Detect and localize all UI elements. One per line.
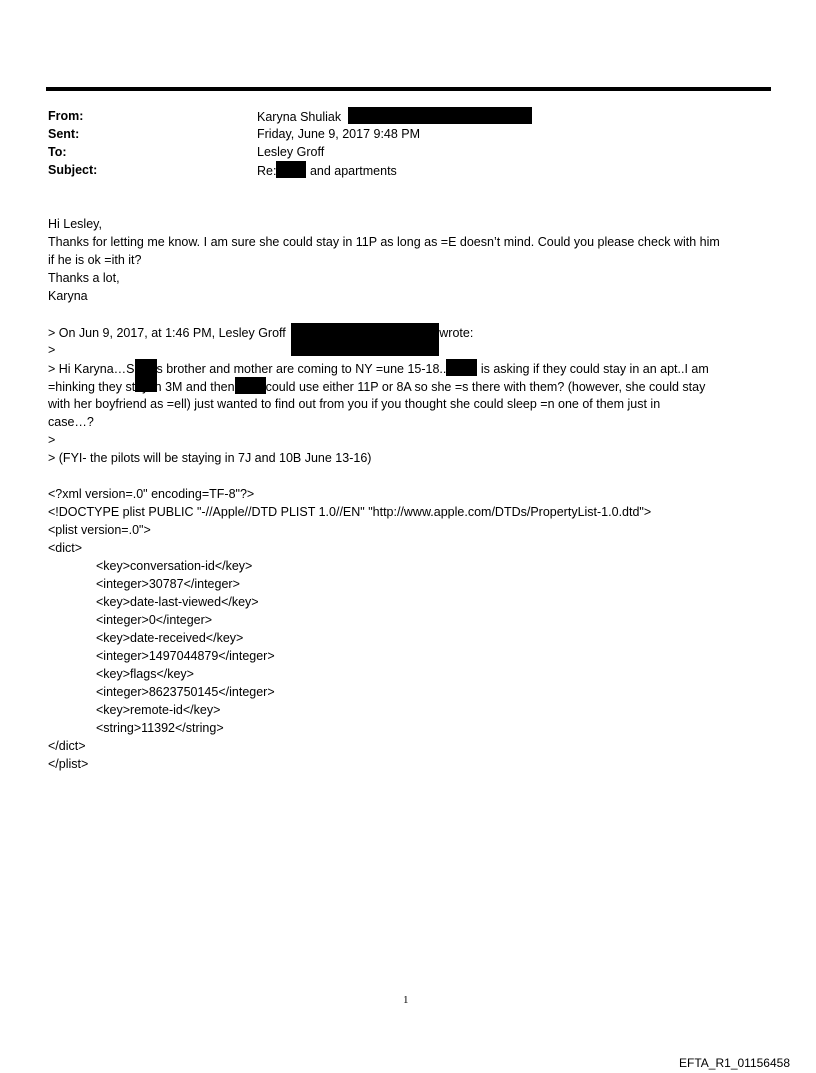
- plist-entry: <string>11392</string>: [96, 721, 224, 735]
- quote-attribution-text: > On Jun 9, 2017, at 1:46 PM, Lesley Groff: [48, 326, 286, 340]
- plist-entry: <key>remote-id</key>: [96, 703, 221, 717]
- plist-entry: <integer>0</integer>: [96, 613, 213, 627]
- quote-line-2b: could use either 11P or 8A so she =s there with them? (however, she could stay: [265, 380, 706, 394]
- plist-entry: <integer>1497044879</integer>: [96, 649, 275, 663]
- quote-fyi: > (FYI- the pilots will be staying in 7J and 10B June 13-16): [48, 451, 372, 465]
- plist-entry: <key>date-received</key>: [96, 631, 244, 645]
- from-value: [257, 107, 532, 125]
- plist-xml-declaration: <?xml version=.0" encoding=TF-8"?>: [48, 487, 255, 501]
- plist-doctype: <!DOCTYPE plist PUBLIC "-//Apple//DTD PLIST 1.0//EN" "http://www.apple.com/DTDs/PropertyList-1.0.dtd">: [48, 505, 652, 519]
- bates-number: EFTA_R1_01156458: [679, 1056, 790, 1070]
- subject-prefix: Re:: [257, 164, 277, 178]
- header-rule: [46, 87, 771, 91]
- plist-entry: <key>flags</key>: [96, 667, 194, 681]
- body-line-3: Thanks a lot,: [48, 271, 120, 285]
- quote-line-2: [48, 377, 705, 395]
- signature: Karyna: [48, 289, 88, 303]
- quote-blank-line-2: >: [48, 433, 56, 447]
- body-line-1: Thanks for letting me know. I am sure she could stay in 11P as long as =E doesn’t mind. Could you please check with him: [48, 235, 720, 249]
- quote-attribution: [48, 323, 473, 341]
- quote-line-2a: =hinking they stay in 3M and then: [48, 380, 235, 394]
- quote-line-3: with her boyfriend as =ell) just wanted to find out from you if you thought she could sleep =n one of them just in: [48, 397, 661, 411]
- to-value: Lesley Groff: [257, 145, 325, 159]
- quote-line-1: [48, 359, 709, 377]
- quote-line-1b: s brother and mother are coming to NY =une 15-18..: [156, 362, 447, 376]
- redaction-subject: [276, 161, 306, 178]
- sent-label: Sent:: [48, 127, 80, 141]
- quote-blank-line: >: [48, 343, 56, 357]
- plist-entry: <key>date-last-viewed</key>: [96, 595, 259, 609]
- quote-line-1a: > Hi Karyna…S: [48, 362, 135, 376]
- redaction-from-email: [348, 107, 532, 124]
- from-label: From:: [48, 109, 84, 123]
- dict-open: <dict>: [48, 541, 83, 555]
- redaction-name-3: [235, 377, 266, 394]
- quote-line-1c: is asking if they could stay in an apt..I am: [480, 362, 709, 376]
- redaction-quote-email: [291, 323, 439, 356]
- subject-label: Subject:: [48, 163, 98, 177]
- greeting: Hi Lesley,: [48, 217, 102, 231]
- plist-entry: <key>conversation-id</key>: [96, 559, 253, 573]
- redaction-name-2: [446, 359, 477, 376]
- quote-wrote: wrote:: [439, 326, 474, 340]
- subject-value: [257, 161, 397, 179]
- plist-entry: <integer>30787</integer>: [96, 577, 240, 591]
- plist-entry: <integer>8623750145</integer>: [96, 685, 275, 699]
- from-name: Karyna Shuliak: [257, 110, 342, 124]
- to-label: To:: [48, 145, 67, 159]
- body-line-2: if he is ok =ith it?: [48, 253, 142, 267]
- plist-close: </plist>: [48, 757, 89, 771]
- quote-line-4: case…?: [48, 415, 94, 429]
- page-number: 1: [403, 994, 409, 1006]
- subject-rest: and apartments: [309, 164, 397, 178]
- dict-close: </dict>: [48, 739, 86, 753]
- plist-open: <plist version=.0">: [48, 523, 151, 537]
- sent-value: Friday, June 9, 2017 9:48 PM: [257, 127, 421, 141]
